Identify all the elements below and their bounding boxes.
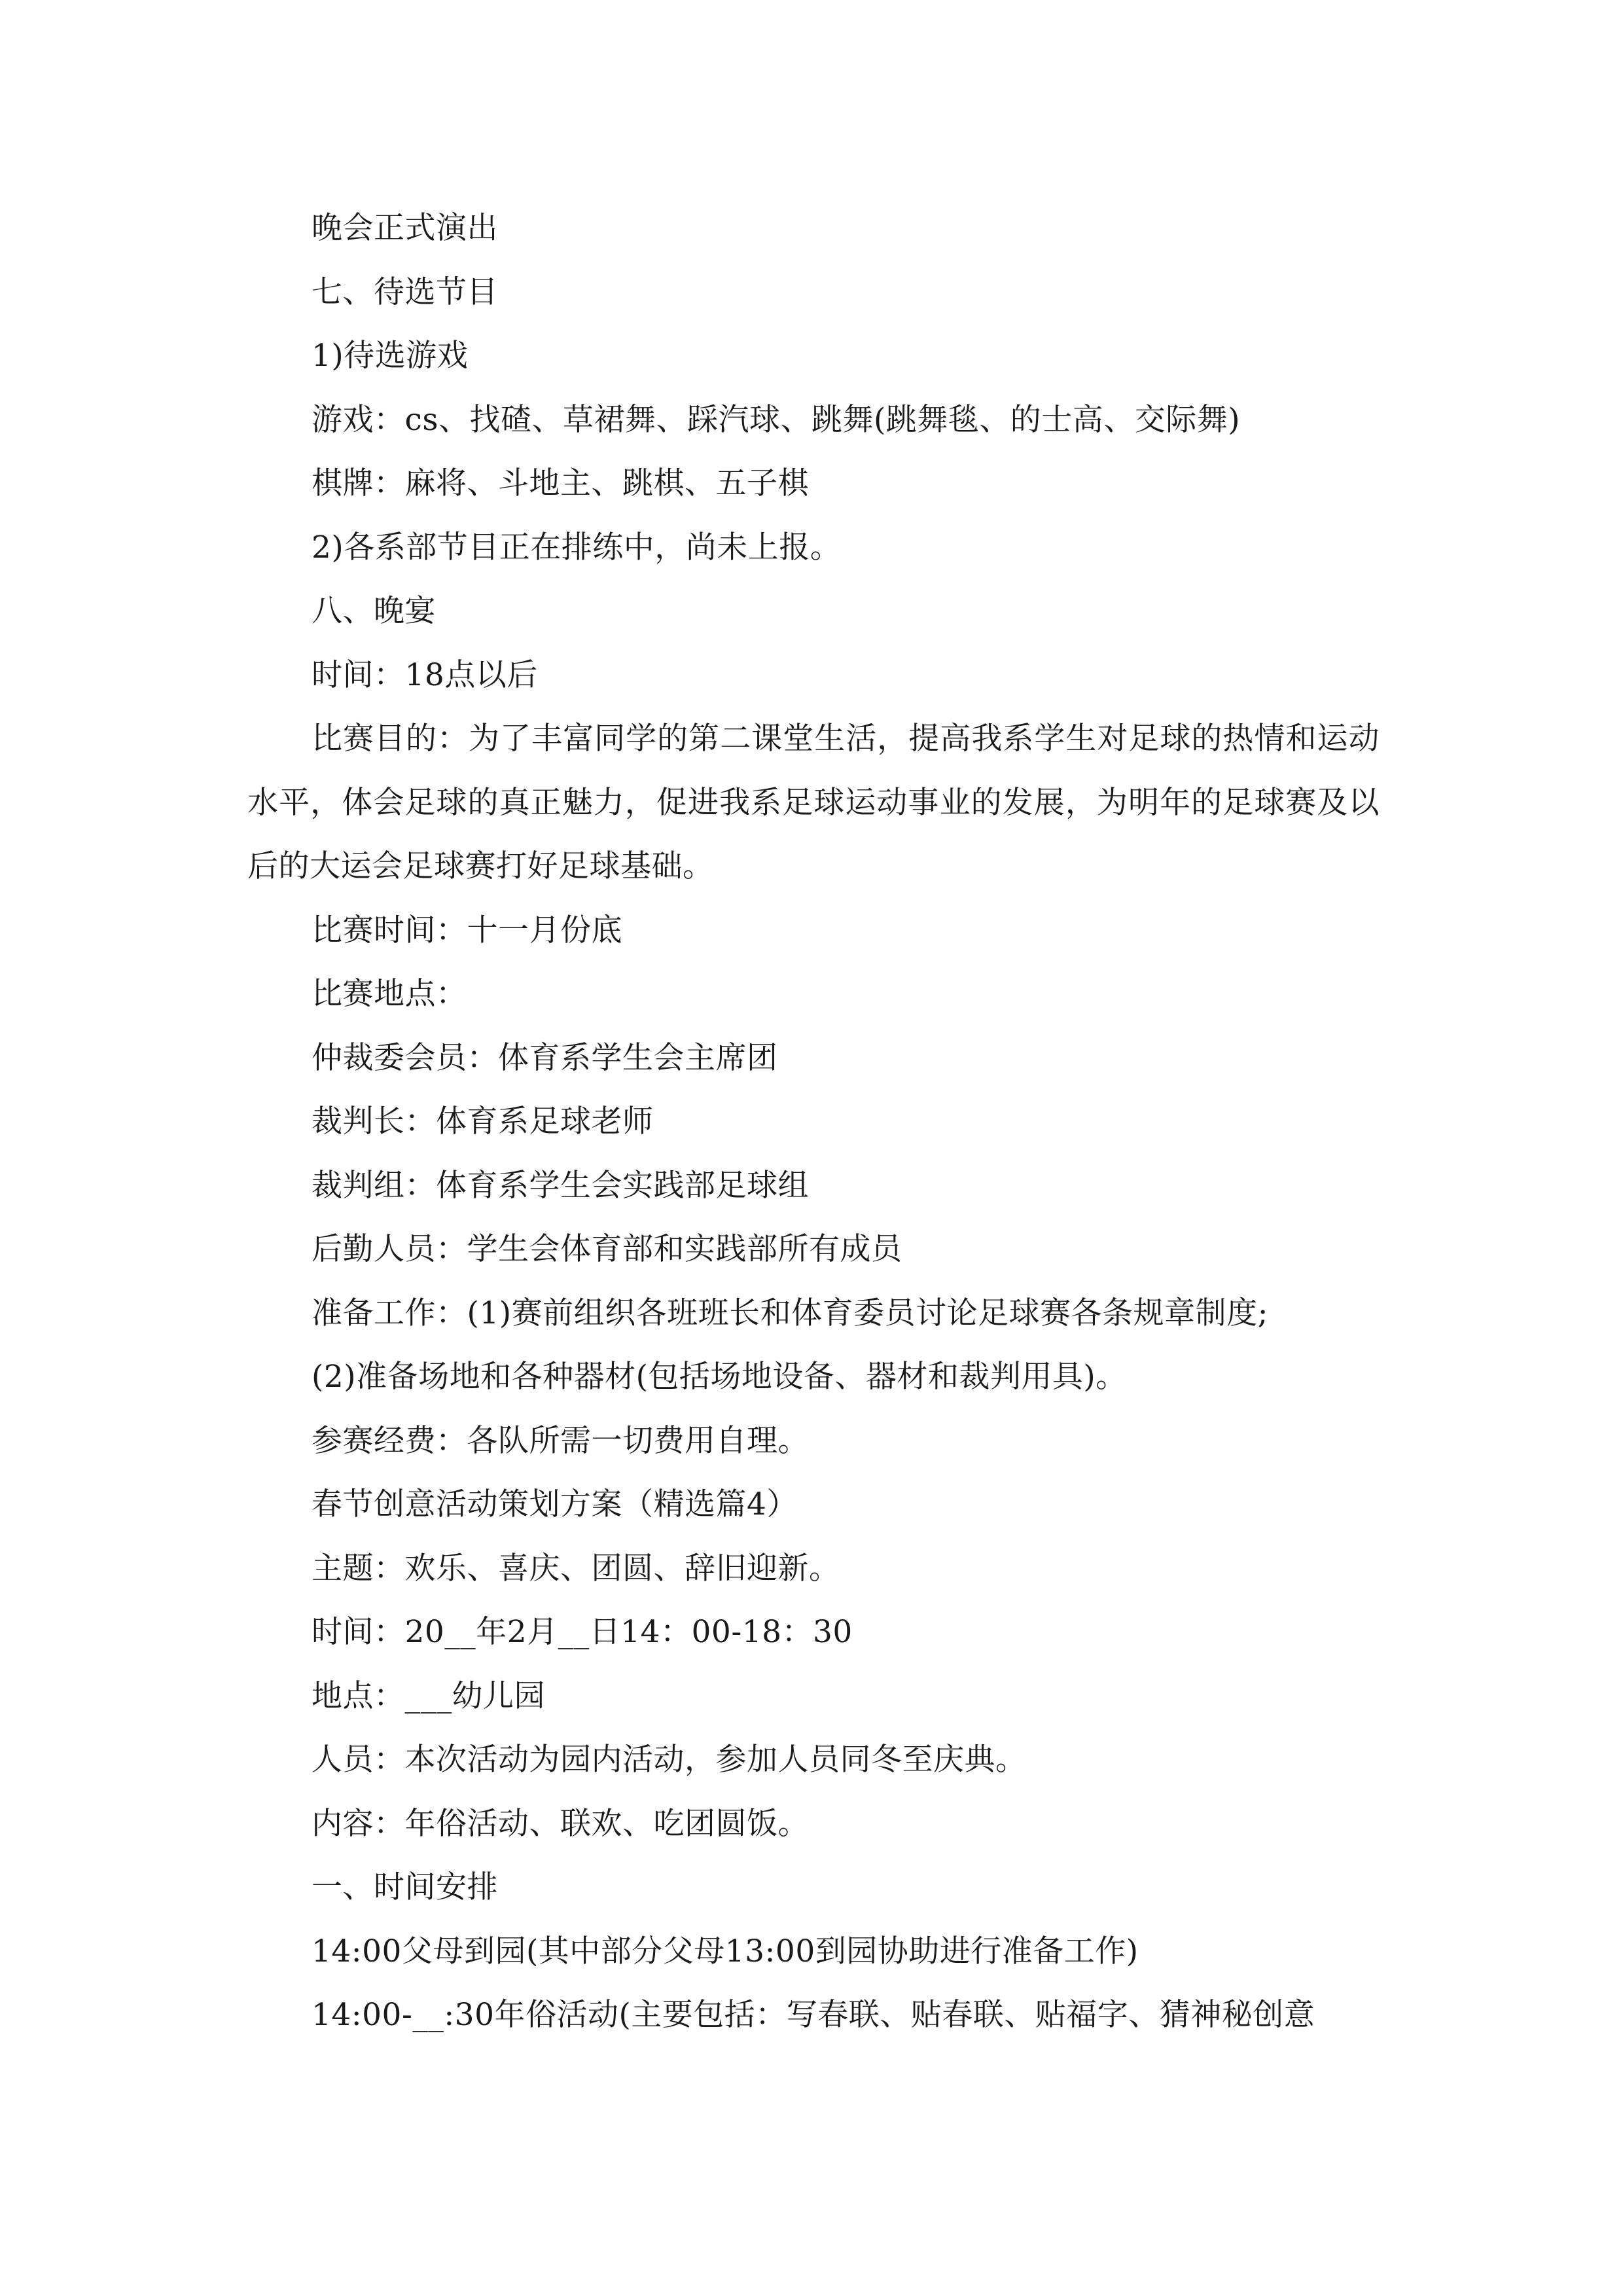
- paragraph: 2)各系部节目正在排练中，尚未上报。: [312, 529, 842, 565]
- paragraph: 比赛目的：为了丰富同学的第二课堂生活，提高我系学生对足球的热情和运动水平，体会足球的真正魅力，促进我系足球运动事业的发展，为明年的足球赛及以后的大运会足球赛打好足球基础。: [247, 721, 1380, 884]
- paragraph: 1)待选游戏: [312, 338, 469, 374]
- paragraph: 时间：18点以后: [312, 656, 538, 693]
- paragraph: 比赛地点：: [312, 976, 467, 1012]
- paragraph: 准备工作：(1)赛前组织各班班长和体育委员讨论足球赛各条规章制度;: [312, 1295, 1268, 1331]
- section-heading: 一、时间安排: [312, 1869, 498, 1905]
- paragraph: 比赛时间：十一月份底: [312, 912, 622, 948]
- paragraph: 裁判长：体育系足球老师: [312, 1103, 654, 1139]
- paragraph: 晚会正式演出: [312, 210, 498, 246]
- paragraph: 后勤人员：学生会体育部和实践部所有成员: [312, 1231, 902, 1267]
- section-heading: 七、待选节目: [312, 274, 498, 310]
- section-heading: 八、晚宴: [312, 593, 436, 629]
- paragraph: 主题：欢乐、喜庆、团圆、辞旧迎新。: [312, 1550, 840, 1587]
- document-body: [247, 196, 1380, 2047]
- paragraph: 裁判组：体育系学生会实践部足球组: [312, 1167, 809, 1204]
- paragraph: 14:00-__:30年俗活动(主要包括：写春联、贴春联、贴福字、猜神秘创意: [312, 1997, 1315, 2033]
- paragraph: 人员：本次活动为园内活动，参加人员同冬至庆典。: [312, 1742, 1027, 1778]
- paragraph: 棋牌：麻将、斗地主、跳棋、五子棋: [312, 465, 809, 501]
- paragraph: 游戏：cs、找碴、草裙舞、踩汽球、跳舞(跳舞毯、的士高、交际舞): [312, 401, 1241, 438]
- paragraph: 仲裁委会员：体育系学生会主席团: [312, 1039, 778, 1076]
- paragraph: 参赛经费：各队所需一切费用自理。: [312, 1422, 809, 1459]
- paragraph: 地点：___幼儿园: [312, 1677, 545, 1714]
- section-heading: 春节创意活动策划方案（精选篇4）: [312, 1486, 798, 1522]
- paragraph: 内容：年俗活动、联欢、吃团圆饭。: [312, 1805, 809, 1842]
- paragraph: (2)准备场地和各种器材(包括场地设备、器材和裁判用具)。: [312, 1359, 1127, 1395]
- paragraph: 14:00父母到园(其中部分父母13:00到园协助进行准备工作): [312, 1933, 1139, 1969]
- paragraph: 时间：20__年2月__日14：00-18：30: [312, 1614, 853, 1650]
